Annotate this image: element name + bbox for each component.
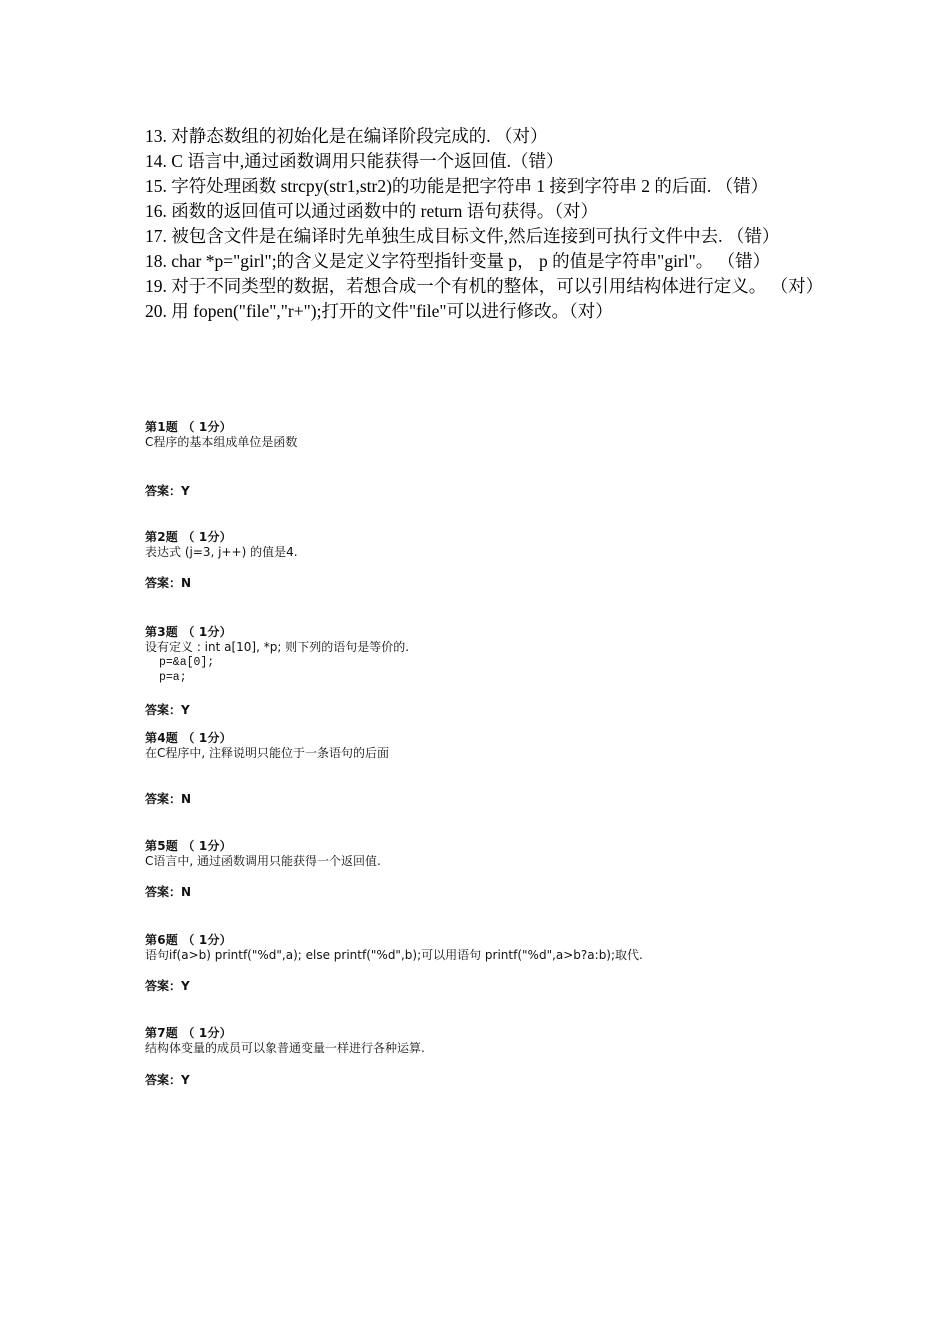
question-answer: 答案：N [145,792,192,806]
quiz-question-5 [145,839,825,899]
statement-18: 18. char *p="girl";的含义是定义字符型指针变量 p， p 的值是字符串"girl"。 （错） [145,251,771,271]
question-title: 第1题 （ 1分） [145,420,232,434]
question-title: 第6题 （ 1分） [145,933,232,947]
question-text: 设有定义 : int a[10], *p; 则下列的语句是等价的. [145,640,410,654]
statement-17: 17. 被包含文件是在编译时先单独生成目标文件,然后连接到可执行文件中去. （错） [145,226,780,246]
question-answer: 答案：Y [145,703,190,717]
question-text: 在C程序中, 注释说明只能位于一条语句的后面 [145,746,390,760]
question-answer: 答案：Y [145,484,190,498]
question-title: 第4题 （ 1分） [145,731,232,745]
question-text: 语句if(a>b) printf("%d",a); else printf("%d",b);可以用语句 printf("%d",a>b?a:b);取代. [145,948,643,962]
question-title: 第2题 （ 1分） [145,530,232,544]
statement-13: 13. 对静态数组的初始化是在编译阶段完成的. （对） [145,126,548,146]
quiz-question-6 [145,933,825,993]
question-answer: 答案：N [145,885,192,899]
quiz-question-7 [145,1026,825,1087]
question-text: 结构体变量的成员可以象普通变量一样进行各种运算. [145,1041,425,1055]
quiz-question-4 [145,731,825,806]
code-line: p=&a[0]; [159,656,215,669]
question-answer: 答案：Y [145,979,190,993]
true-false-statements [145,124,824,324]
statement-15: 15. 字符处理函数 strcpy(str1,str2)的功能是把字符串 1 接到字符串 2 的后面. （错） [145,176,769,196]
question-text: 表达式 (j=3, j++) 的值是4. [145,545,298,559]
question-answer: 答案：N [145,576,192,590]
statement-19: 19. 对于不同类型的数据，若想合成一个有机的整体，可以引用结构体进行定义。 （对） [145,276,824,296]
code-line: p=a; [159,671,187,684]
question-title: 第3题 （ 1分） [145,625,232,639]
question-text: C程序的基本组成单位是函数 [145,435,298,449]
statement-16: 16. 函数的返回值可以通过函数中的 return 语句获得。（对） [145,201,599,221]
question-title: 第7题 （ 1分） [145,1026,232,1040]
quiz-question-1 [145,420,825,498]
statement-14: 14. C 语言中,通过函数调用只能获得一个返回值.（错） [145,151,564,171]
quiz-question-2 [145,530,825,590]
question-title: 第5题 （ 1分） [145,839,232,853]
question-text: C语言中, 通过函数调用只能获得一个返回值. [145,854,381,868]
quiz-question-3 [145,625,825,717]
statement-20: 20. 用 fopen("file","r+");打开的文件"file"可以进行修改。（对） [145,301,613,321]
question-answer: 答案：Y [145,1073,190,1087]
